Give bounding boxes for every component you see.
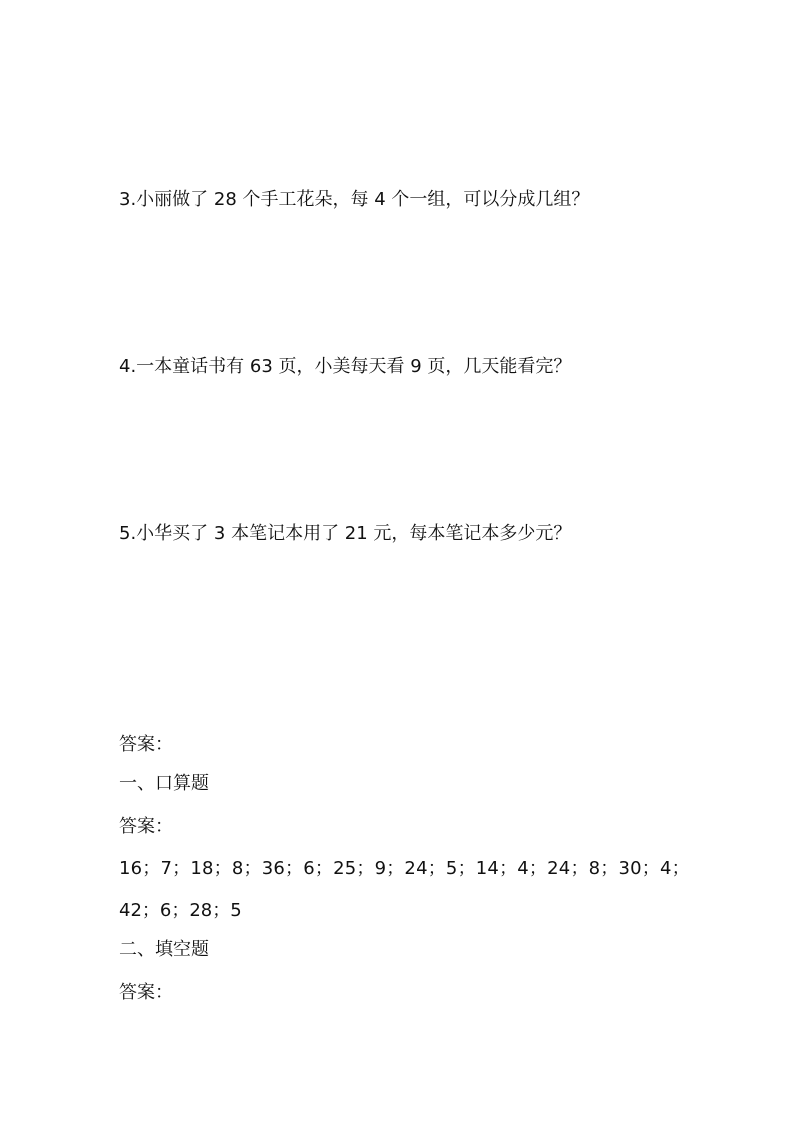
- question-5: 5.小华买了 3 本笔记本用了 21 元，每本笔记本多少元？: [119, 523, 572, 544]
- section-1-answers-line-2: 42；6；28；5: [119, 900, 242, 921]
- section-1-title: 一、口算题: [119, 773, 209, 794]
- section-1-answers-line-1: 16；7；18；8；36；6；25；9；24；5；14；4；24；8；30；4；: [119, 858, 690, 879]
- answers-heading: 答案：: [119, 734, 173, 755]
- section-1-answer-label: 答案：: [119, 816, 173, 837]
- section-2-answer-label: 答案：: [119, 982, 173, 1003]
- question-3: 3.小丽做了 28 个手工花朵，每 4 个一组，可以分成几组？: [119, 189, 590, 210]
- section-2-title: 二、填空题: [119, 939, 209, 960]
- question-4: 4.一本童话书有 63 页，小美每天看 9 页，几天能看完？: [119, 356, 572, 377]
